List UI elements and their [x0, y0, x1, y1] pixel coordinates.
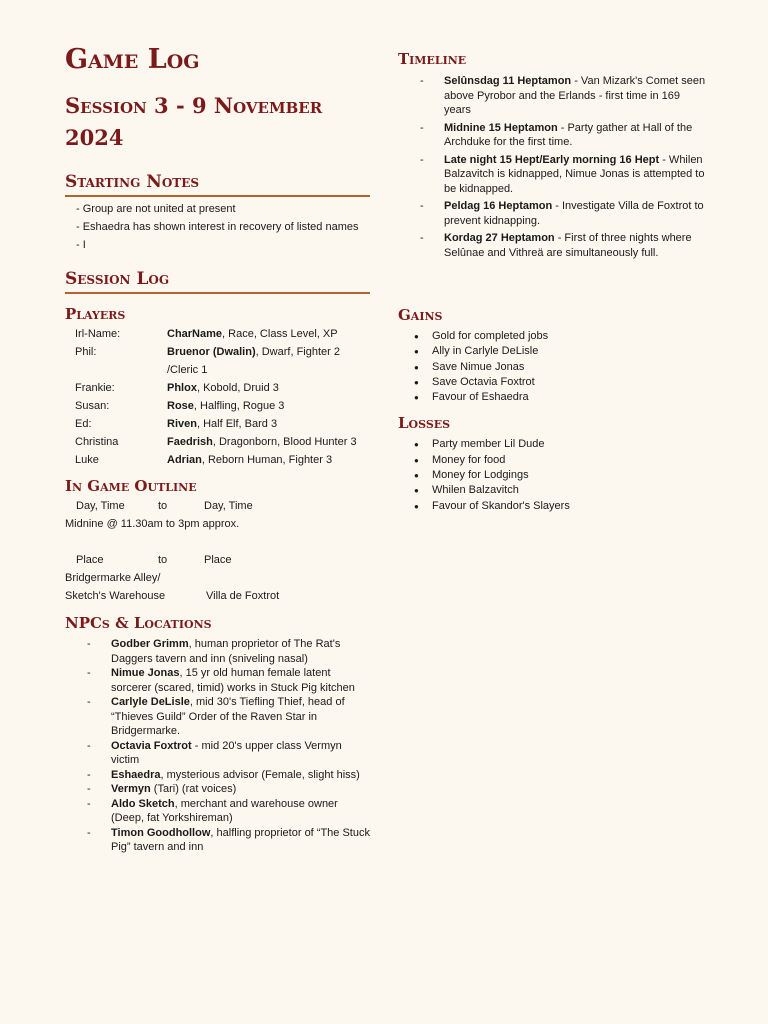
note-item: - I — [76, 239, 86, 252]
dash-bullet-icon: - — [87, 739, 91, 752]
npc-item — [65, 797, 370, 826]
timeline-item — [398, 199, 708, 228]
timeline-item — [398, 74, 708, 118]
dot-bullet-icon: ● — [414, 486, 419, 496]
dash-bullet-icon: - — [87, 826, 91, 839]
npc-item-text: (Tari) (rat voices) — [150, 783, 237, 796]
time-to-label: Day, Time — [204, 500, 253, 513]
player-name: Phil: — [75, 346, 97, 359]
timeline-item-title: Selûnsdag 11 Heptamon — [444, 75, 572, 87]
starting-notes — [65, 201, 370, 253]
dash-bullet-icon: - — [420, 153, 424, 166]
timeline-item — [398, 231, 708, 260]
player-row — [75, 379, 370, 397]
timeline-item — [398, 153, 708, 197]
player-name: Irl-Name: — [75, 328, 121, 341]
loss-item — [398, 453, 708, 468]
npc-item-text: , merchant and warehouse owner (Deep, fat Yorkshireman) — [111, 797, 338, 825]
player-row — [75, 325, 370, 343]
npcs-heading: NPCs & Locations — [65, 614, 212, 633]
npc-item — [65, 782, 370, 797]
player-name: Frankie: — [75, 382, 115, 395]
loss-item-text: Money for Lodgings — [432, 469, 529, 482]
time-to-word: to — [158, 500, 168, 513]
character-name: Riven — [167, 418, 197, 431]
dash-bullet-icon: - — [87, 667, 91, 680]
timeline-item-title: Peldag 16 Heptamon — [444, 200, 553, 212]
dot-bullet-icon: ● — [414, 362, 419, 372]
npc-item-text: - mid 20's upper class Vermyn victim — [111, 739, 342, 767]
character-name: Rose — [167, 400, 194, 413]
dash-bullet-icon: - — [87, 797, 91, 810]
character-name: Faedrish — [167, 436, 213, 449]
character-details: , Kobold, Druid 3 — [196, 382, 279, 395]
place-to-word: to — [158, 554, 168, 567]
player-row — [75, 415, 370, 433]
timeline-item-text: - Party gather at Hall of the Archduke for the first time. — [444, 121, 693, 148]
left-column — [65, 44, 370, 855]
npc-item-text: , halfling proprietor of “The Stuck Pig” tavern and inn — [111, 826, 370, 854]
gain-item-text: Save Nimue Jonas — [432, 360, 525, 373]
session-heading: Session 3 - 9 November 2024 — [65, 93, 323, 151]
dot-bullet-icon: ● — [414, 377, 419, 387]
npc-item-title: Godber Grimm — [111, 638, 189, 651]
npc-item — [65, 637, 370, 666]
gain-item — [398, 329, 708, 344]
gain-item — [398, 344, 708, 359]
character-name: Bruenor (Dwalin) — [167, 346, 256, 359]
gain-item-text: Gold for completed jobs — [432, 330, 549, 342]
npc-item — [65, 739, 370, 768]
npc-item-text: , 15 yr old human female latent sorcerer (scared, timid) works in Stuck Pig kitchen — [111, 667, 355, 694]
character-details: , Race, Class Level, XP — [222, 328, 338, 341]
character-cell — [167, 415, 370, 433]
character-details: , Reborn Human, Fighter 3 — [201, 454, 333, 467]
npc-item — [65, 768, 370, 783]
note-item: - Group are not united at present — [76, 203, 236, 216]
gain-item — [398, 375, 708, 390]
dot-bullet-icon: ● — [414, 455, 419, 465]
character-cell — [167, 397, 370, 415]
npc-item-title: Octavia Foxtrot — [111, 739, 192, 752]
character-name: Adrian — [167, 454, 202, 467]
timeline-item-text: - Whilen Balzavitch is kidnapped, Nimue Jonas is attempted to be kidnapped. — [444, 153, 705, 195]
character-details: , Dwarf, Fighter 2 /Cleric 1 — [167, 346, 340, 377]
timeline-item-title: Midnine 15 Heptamon — [444, 121, 558, 134]
gain-item-text: Favour of Eshaedra — [432, 391, 529, 404]
place-from-label: Place — [76, 554, 104, 567]
npc-item-title: Carlyle DeLisle — [111, 696, 190, 709]
gain-item-text: Save Octavia Foxtrot — [432, 375, 535, 388]
loss-item — [398, 468, 708, 483]
dash-bullet-icon: - — [420, 200, 424, 212]
page-title: Game Log — [65, 44, 200, 75]
dash-bullet-icon: - — [87, 696, 91, 709]
npc-item-title: Timon Goodhollow — [111, 826, 211, 839]
npc-item-title: Nimue Jonas — [111, 667, 180, 680]
place-from-2: Sketch's Warehouse — [65, 590, 166, 603]
gain-item — [398, 360, 708, 375]
player-name: Ed: — [75, 418, 92, 431]
character-cell — [167, 343, 370, 379]
loss-item-text: Party member Lil Dude — [432, 438, 545, 451]
players-heading: Players — [65, 305, 126, 324]
place-to-value: Villa de Foxtrot — [206, 590, 280, 603]
character-cell — [167, 325, 370, 343]
losses-heading: Losses — [398, 414, 451, 433]
right-column — [398, 50, 708, 514]
npc-item — [65, 666, 370, 695]
dot-bullet-icon: ● — [414, 347, 419, 357]
npc-item-title: Eshaedra — [111, 768, 161, 781]
loss-item-text: Money for food — [432, 453, 506, 466]
timeline-heading: Timeline — [398, 50, 467, 68]
losses-list — [398, 437, 708, 513]
outline-heading: In Game Outline — [65, 477, 197, 496]
session-log-heading: Session Log — [65, 269, 370, 294]
game-outline — [65, 497, 370, 605]
npc-item — [65, 826, 370, 855]
note-item: - Eshaedra has shown interest in recovery of listed names — [76, 221, 359, 234]
time-from-label: Day, Time — [76, 500, 125, 513]
dash-bullet-icon: - — [420, 121, 424, 134]
player-row — [75, 433, 370, 451]
place-to-label: Place — [204, 554, 232, 567]
character-details: , Half Elf, Bard 3 — [196, 418, 278, 431]
dot-bullet-icon: ● — [414, 501, 419, 511]
dot-bullet-icon: ● — [414, 471, 419, 481]
player-name: Christina — [75, 436, 119, 449]
players-table — [75, 325, 370, 469]
loss-item-text: Favour of Skandor's Slayers — [432, 499, 570, 512]
timeline-item-text: - First of three nights where Selûnae and Vithreä are simultaneously full. — [444, 232, 692, 259]
npc-item — [65, 695, 370, 739]
gains-heading: Gains — [398, 306, 443, 324]
player-row — [75, 451, 370, 469]
dot-bullet-icon: ● — [414, 440, 419, 450]
timeline-item-title: Kordag 27 Heptamon — [444, 232, 555, 244]
timeline-item — [398, 121, 708, 150]
timeline-item-text: - Investigate Villa de Foxtrot to prevent kidnapping. — [444, 200, 704, 227]
player-row — [75, 397, 370, 415]
player-name: Luke — [75, 454, 99, 467]
dash-bullet-icon: - — [420, 75, 424, 87]
character-name: CharName — [167, 328, 223, 341]
dash-bullet-icon: - — [420, 232, 424, 244]
gain-item-text: Ally in Carlyle DeLisle — [432, 345, 539, 358]
dot-bullet-icon: ● — [414, 393, 419, 403]
character-cell — [167, 451, 370, 469]
dash-bullet-icon: - — [87, 783, 91, 796]
time-value: Midnine @ 11.30am to 3pm approx. — [65, 518, 240, 531]
character-details: , Halfling, Rogue 3 — [193, 400, 285, 413]
npc-list — [65, 637, 370, 855]
gains-list — [398, 329, 708, 405]
npc-item-title: Vermyn — [111, 783, 151, 796]
player-name: Susan: — [75, 400, 110, 413]
loss-item — [398, 437, 708, 452]
timeline-item-title: Late night 15 Hept/Early morning 16 Hept — [444, 153, 660, 166]
player-row — [75, 343, 370, 379]
gain-item — [398, 390, 708, 405]
npc-item-text: , mid 30's Tiefling Thief, head of “Thieves Guild” Order of the Raven Star in Bridgermarke. — [111, 696, 345, 738]
loss-item-text: Whilen Balzavitch — [432, 484, 519, 497]
loss-item — [398, 483, 708, 498]
npc-item-text: , mysterious advisor (Female, slight hiss) — [160, 768, 360, 781]
character-details: , Dragonborn, Blood Hunter 3 — [212, 436, 357, 449]
timeline-item-text: - Van Mizark's Comet seen above Pyrobor and the Erlands - first time in 169 years — [444, 75, 706, 116]
character-cell — [167, 433, 370, 451]
npc-item-text: , human proprietor of The Rat's Daggers tavern and inn (sniveling nasal) — [111, 638, 341, 665]
character-name: Phlox — [167, 382, 197, 395]
timeline-list — [398, 74, 708, 260]
npc-item-title: Aldo Sketch — [111, 797, 175, 810]
starting-notes-heading: Starting Notes — [65, 172, 370, 197]
place-from-1: Bridgermarke Alley/ — [65, 572, 161, 585]
loss-item — [398, 499, 708, 514]
character-cell — [167, 379, 370, 397]
dash-bullet-icon: - — [87, 768, 91, 781]
dot-bullet-icon: ● — [414, 332, 419, 341]
dash-bullet-icon: - — [87, 638, 91, 651]
